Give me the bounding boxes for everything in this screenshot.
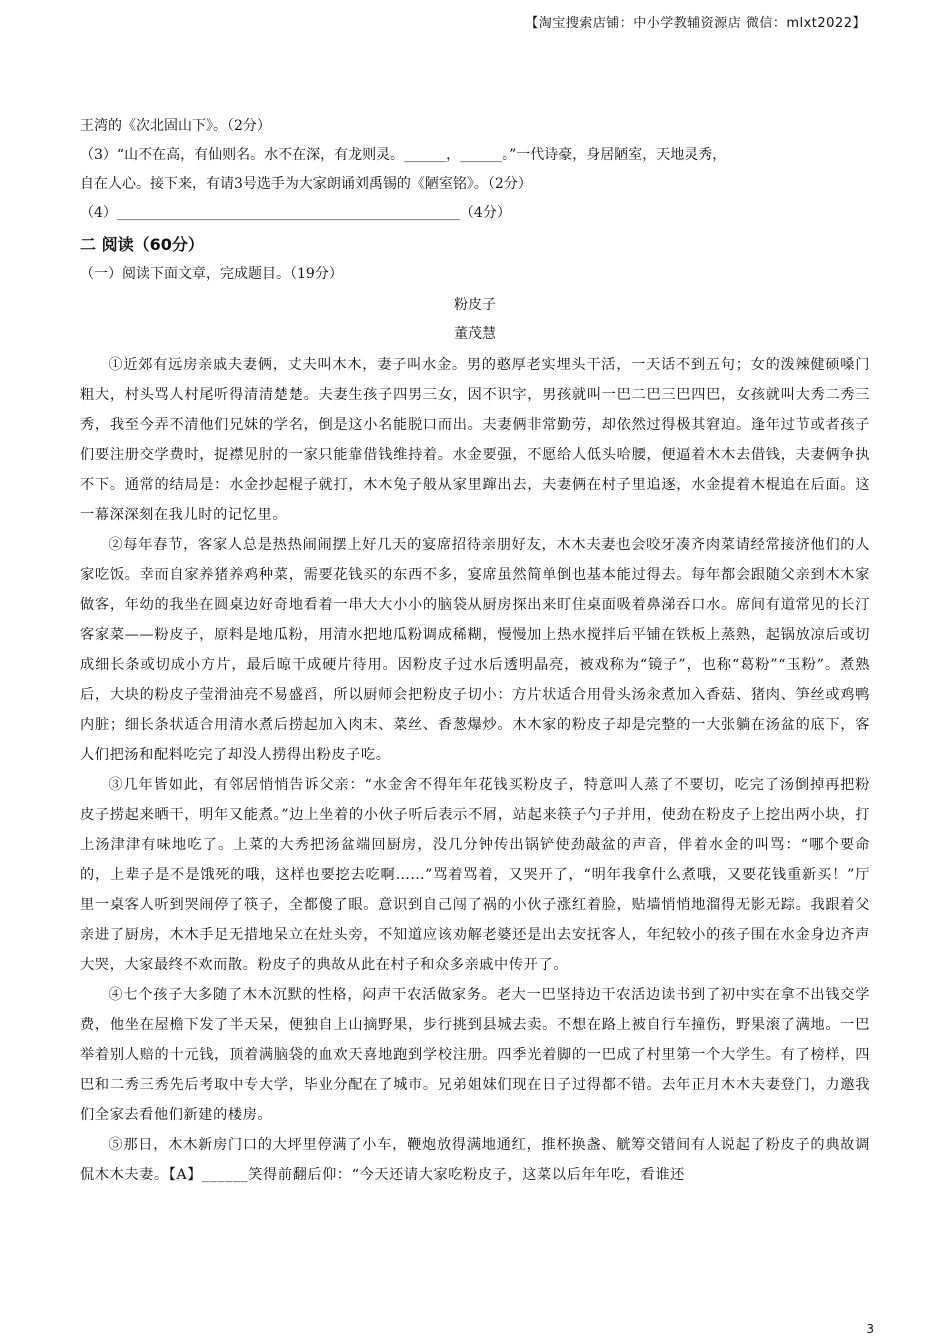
subsection-instruction: （一）阅读下面文章，完成题目。（19分）	[80, 266, 343, 282]
question-4: （4）_________________________________________________（4分）	[80, 205, 511, 221]
article-paragraph-5: ⑤那日，木木新房门口的大坪里停满了小车，鞭炮放得满地通红，推杯换盏、觥筹交错间有人说起了粉皮子的典故调侃木木夫妻。【A】______笑得前翻后仰：“今天还请大家吃粉皮子，这菜以后年年吃，看谁还	[80, 1137, 870, 1183]
article-author: 董茂慧	[454, 326, 496, 342]
article-paragraph-4: ④七个孩子大多随了木木沉默的性格，闷声干农活做家务。老大一巴坚持边干农活边读书到了初中实在拿不出钱交学费，他坐在屋檐下发了半天呆，便独自上山摘野果，步行挑到县城去卖。不想在路上被自行车撞伤，野果滚了满地。一巴举着别人赔的十元钱，顶着满脑袋的血欢天喜地跑到学校注册。四季光着脚的一巴成了村里第一个大学生。有了榜样，四巴和二秀三秀先后考取中专大学，毕业分配在了城市。兄弟姐妹们现在日子过得都不错。去年正月木木夫妻登门，力邀我们全家去看他们新建的楼房。	[80, 987, 870, 1123]
article-paragraph-2: ②每年春节，客家人总是热热闹闹摆上好几天的宴席招待亲朋好友，木木夫妻也会咬牙凑齐肉菜请经常接济他们的人家吃饭。幸而自家养猪养鸡种菜，需要花钱买的东西不多，宴席虽然简单倒也基本能过得去。每年都会跟随父亲到木木家做客，年幼的我坐在圆桌边好奇地看着一串大大小小的脑袋从厨房探出来盯住桌面吸着鼻涕吞口水。席间有道常见的长汀客家菜——粉皮子，原料是地瓜粉，用清水把地瓜粉调成稀糊，慢慢加上热水搅拌后平铺在铁板上蒸熟，起锅放凉后或切成细长条或切成小方片，最后晾干成硬片待用。因粉皮子过水后透明晶亮，被戏称为“镜子”，也称“葛粉”“玉粉”。煮熟后，大块的粉皮子莹滑油亮不易盛舀，所以厨师会把粉皮子切小：方片状适合用骨头汤汆煮加入香菇、猪肉、笋丝或鸡鸭内脏；细长条状适合用清水煮后捞起加入肉末、菜丝、香葱爆炒。木木家的粉皮子却是完整的一大张躺在汤盆的底下，客人们把汤和配料吃完了却没人捞得出粉皮子吃。	[80, 537, 870, 763]
shop-watermark-header: 【淘宝搜索店铺：中小学教辅资源店 微信：mlxt2022】	[525, 16, 866, 31]
article-paragraph-1: ①近郊有远房亲戚夫妻俩，丈夫叫木木，妻子叫水金。男的憨厚老实埋头干活，一天话不到五句；女的泼辣健硕嗓门粗大，村头骂人村尾听得清清楚楚。夫妻生孩子四男三女，因不识字，男孩就叫一巴二巴三巴四巴，女孩就叫大秀二秀三秀，我至今弄不清他们兄妹的学名，倒是这小名能脱口而出。夫妻俩非常勤劳，却依然过得极其窘迫。逢年过节或者孩子们要注册交学费时，捉襟见肘的一家只能靠借钱维持着。水金要强，不愿给人低头哈腰，便逼着木木去借钱，夫妻俩争执不下。通常的结局是：水金抄起棍子就打，木木兔子般从家里蹿出去，夫妻俩在村子里追逐，水金提着木棍追在后面。这一幕深深刻在我儿时的记忆里。	[80, 357, 870, 523]
question-2-tail: 王湾的《次北固山下》。（2分）	[80, 118, 271, 134]
article-paragraph-3: ③几年皆如此，有邻居悄悄告诉父亲：“水金舍不得年年花钱买粉皮子，特意叫人蒸了不要切，吃完了汤倒掉再把粉皮子捞起来晒干，明年又能煮。”边上坐着的小伙子听后表示不屑，站起来筷子勺子并用，使劲在粉皮子上挖出两小块，打上汤津津有味地吃了。上菜的大秀把汤盆端回厨房，没几分钟传出锅铲使劲敲盆的声音，伴着水金的叫骂：“哪个要命的，上辈子是不是饿死的哦，这样也要挖去吃啊……”骂着骂着，又哭开了，“明年我拿什么煮哦，又要花钱重新买！”厅里一桌客人听到哭闹停了筷子，全都傻了眼。意识到自己闯了祸的小伙子涨红着脸，贴墙悄悄地溜得无影无踪。我跟着父亲进了厨房，木木手足无措地呆立在灶头旁，不知道应该劝解老婆还是出去安抚客人，年纪较小的孩子围在水金身边齐声大哭，大家最终不欢而散。粉皮子的典故从此在村子和众多亲戚中传开了。	[80, 777, 870, 973]
page-number: 3	[866, 1322, 874, 1336]
article-title: 粉皮子	[454, 297, 496, 313]
document-body	[80, 112, 870, 1190]
section-title: 二 阅读（60分）	[80, 235, 204, 254]
question-3-line-2: 自在人心。接下来，有请3号选手为大家朗诵刘禹锡的《陋室铭》。（2分）	[80, 176, 532, 192]
question-3-line-1: （3）“山不在高，有仙则名。水不在深，有龙则灵。______，______。”一代诗豪，身居陋室，天地灵秀，	[80, 147, 727, 163]
